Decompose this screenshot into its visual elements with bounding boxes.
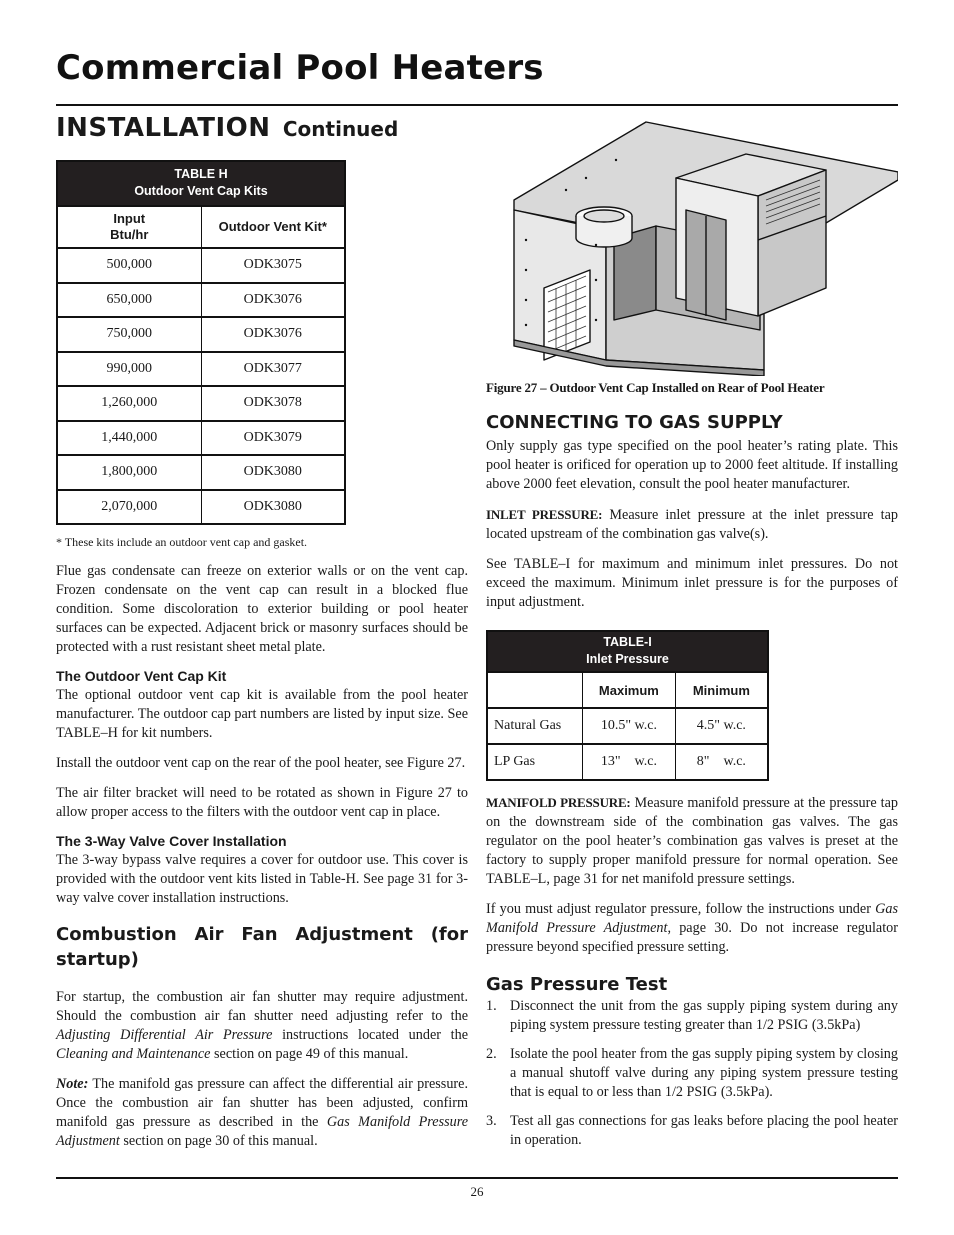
gas-supply-heading: CONNECTING TO GAS SUPPLY	[486, 412, 783, 433]
figure-27-illustration	[486, 120, 898, 376]
step-number: 3.	[486, 1113, 497, 1129]
note-label: Note:	[56, 1076, 89, 1092]
table-row	[57, 421, 345, 456]
title-rule	[56, 104, 898, 106]
table-i-body	[487, 708, 768, 780]
fan-text-b: instructions located under the	[272, 1027, 468, 1043]
section-heading-sub: Continued	[282, 117, 399, 141]
step-text: Isolate the pool heater from the gas supply piping system by closing a manual shutoff valve during any piping system pressure testing that is equal to or less than 1/2 PSIG (3.5kPa).	[510, 1046, 898, 1100]
page-title: Commercial Pool Heaters	[56, 48, 544, 88]
input-btu-cell: 1,440,000	[57, 421, 201, 456]
list-item	[486, 1045, 898, 1102]
table-row	[487, 744, 768, 780]
vent-kit-cell: ODK3076	[201, 283, 345, 318]
vent-cap-kit-paragraph-2: Install the outdoor vent cap on the rear of the pool heater, see Figure 27.	[56, 755, 466, 771]
gas-type-cell: Natural Gas	[487, 708, 583, 744]
figure-27-caption: Figure 27 – Outdoor Vent Cap Installed on Rear of Pool Heater	[486, 380, 825, 395]
table-h-body	[57, 248, 345, 524]
table-i-header	[487, 631, 768, 672]
manifold-pressure-paragraph	[486, 793, 898, 889]
table-i-subtitle: Inlet Pressure	[586, 652, 669, 666]
step-text: Test all gas connections for gas leaks before placing the pool heater in operation.	[510, 1113, 898, 1148]
vent-cap-kit-heading: The Outdoor Vent Cap Kit	[56, 668, 227, 684]
table-row	[57, 248, 345, 283]
gas-pressure-test-heading: Gas Pressure Test	[486, 974, 668, 995]
vent-kit-cell: ODK3075	[201, 248, 345, 283]
fan-text-italic-1: Adjusting Differential Air Pressure	[56, 1027, 273, 1043]
page-number: 26	[470, 1184, 484, 1199]
input-btu-cell: 1,260,000	[57, 386, 201, 421]
regulator-text-a: If you must adjust regulator pressure, follow the instructions under	[486, 901, 876, 917]
note-text-b: section on page 30 of this manual.	[119, 1133, 318, 1149]
table-i-col-max: Maximum	[583, 672, 676, 708]
regulator-text-b: , page 30. Do not increase regulator pressure beyond specified pressure setting.	[486, 920, 898, 955]
vent-kit-cell: ODK3077	[201, 352, 345, 387]
vent-kit-cell: ODK3080	[201, 455, 345, 490]
min-pressure-cell: 8" w.c.	[675, 744, 768, 780]
table-row	[57, 490, 345, 525]
input-btu-cell: 650,000	[57, 283, 201, 318]
fan-adjustment-paragraph	[56, 988, 468, 1064]
list-item	[486, 997, 898, 1035]
gas-supply-paragraph: Only supply gas type specified on the pool heater’s rating plate. This pool heater is orificed for operation up to 2000 feet altitude. If installing above 2000 feet elevation, consult the pool heater manufacturer.	[486, 438, 898, 492]
table-i	[486, 630, 769, 781]
list-item	[486, 1112, 898, 1150]
footer-rule	[56, 1177, 898, 1179]
note-text-a: The manifold gas pressure can affect the differential air pressure. Once the combustion air fan shutter has been adjusted, confirm manifold gas pressure as described in the	[56, 1076, 468, 1130]
table-h-col-input-line2: Btu/hr	[110, 227, 149, 242]
table-h-header	[57, 161, 345, 206]
input-btu-cell: 750,000	[57, 317, 201, 352]
valve-cover-paragraph: The 3-way bypass valve requires a cover for outdoor use. This cover is provided with the outdoor vent kits listed in Table-H. See page 31 for 3-way valve cover installation instructions.	[56, 852, 468, 906]
table-row	[57, 317, 345, 352]
section-heading-main: INSTALLATION	[56, 113, 271, 143]
input-btu-cell: 990,000	[57, 352, 201, 387]
max-pressure-cell: 13" w.c.	[583, 744, 676, 780]
input-btu-cell: 1,800,000	[57, 455, 201, 490]
condensate-paragraph: Flue gas condensate can freeze on exterior walls or on the vent cap. Frozen condensate on the vent cap can result in a blocked flue condition. Some discoloration to exterior building or pool heater surfaces can be expected. Adjacent brick or masonry surfaces should be protected with a rust resistant sheet metal plate.	[56, 563, 468, 655]
inlet-pressure-label: INLET PRESSURE:	[486, 507, 603, 522]
pool-heater-drawing	[486, 120, 898, 376]
input-btu-cell: 2,070,000	[57, 490, 201, 525]
min-pressure-cell: 4.5" w.c.	[675, 708, 768, 744]
inlet-pressure-text: Measure inlet pressure at the inlet pressure tap located upstream of the combination gas valve(s).	[486, 507, 898, 542]
table-row	[57, 386, 345, 421]
manifold-pressure-label: MANIFOLD PRESSURE:	[486, 795, 631, 810]
input-btu-cell: 500,000	[57, 248, 201, 283]
vent-kit-cell: ODK3076	[201, 317, 345, 352]
note-paragraph	[56, 1075, 468, 1151]
table-i-title: TABLE-I	[603, 635, 652, 649]
table-h-col-input-line1: Input	[113, 211, 146, 226]
step-number: 2.	[486, 1046, 497, 1062]
table-h-title: TABLE H	[174, 167, 228, 181]
table-i-blank-header	[487, 672, 583, 708]
max-pressure-cell: 10.5" w.c.	[583, 708, 676, 744]
vent-kit-cell: ODK3080	[201, 490, 345, 525]
table-row	[487, 708, 768, 744]
table-h-col-input	[57, 206, 201, 248]
table-row	[57, 283, 345, 318]
left-column	[56, 160, 468, 1151]
regulator-text-italic: Gas Manifold Pressure Adjustment	[486, 901, 898, 936]
step-number: 1.	[486, 998, 497, 1014]
vent-cap-kit-paragraph-3: The air filter bracket will need to be rotated as shown in Figure 27 to allow proper access to the filters with the outdoor vent cap in place.	[56, 785, 468, 820]
section-heading	[56, 113, 398, 143]
vent-cap-kit-paragraph-1: The optional outdoor vent cap kit is available from the pool heater manufacturer. The outdoor cap part numbers are listed by input size. See TABLE–H for kit numbers.	[56, 687, 468, 741]
fan-adjustment-heading: Combustion Air Fan Adjustment (for startup)	[56, 924, 468, 970]
regulator-paragraph	[486, 900, 898, 957]
step-text: Disconnect the unit from the gas supply piping system during any piping system pressure testing greater than 1/2 PSIG (3.5kPa)	[510, 998, 898, 1033]
inlet-pressure-paragraph	[486, 505, 898, 544]
gas-type-cell: LP Gas	[487, 744, 583, 780]
vent-kit-cell: ODK3078	[201, 386, 345, 421]
right-column	[486, 120, 898, 1150]
table-h	[56, 160, 346, 525]
note-text-italic: Gas Manifold Pressure Adjustment	[56, 1114, 468, 1149]
valve-cover-heading: The 3-Way Valve Cover Installation	[56, 833, 287, 849]
fan-text-c: section on page 49 of this manual.	[210, 1046, 409, 1062]
fan-text-a: For startup, the combustion air fan shutter may require adjustment. Should the combustion air fan shutter need adjusting refer to the	[56, 989, 468, 1024]
table-row	[57, 455, 345, 490]
see-table-i-paragraph: See TABLE–I for maximum and minimum inlet pressures. Do not exceed the maximum. Minimum inlet pressure is for the purposes of input adjustment.	[486, 556, 898, 610]
table-h-footnote: * These kits include an outdoor vent cap and gasket.	[56, 535, 308, 549]
fan-text-italic-2: Cleaning and Maintenance	[56, 1046, 211, 1062]
manifold-pressure-text: Measure manifold pressure at the pressure tap on the downstream side of the combination gas valves. The gas regulator on the pool heater’s combination gas valves is preset at the factory to supply proper manifold pressure for normal operation. See TABLE–L, page 31 for net manifold pressure settings.	[486, 795, 898, 887]
table-h-subtitle: Outdoor Vent Cap Kits	[134, 184, 268, 198]
vent-kit-cell: ODK3079	[201, 421, 345, 456]
table-i-col-min: Minimum	[675, 672, 768, 708]
gas-pressure-test-steps	[486, 997, 898, 1150]
table-h-col-kit: Outdoor Vent Kit*	[201, 206, 345, 248]
table-row	[57, 352, 345, 387]
